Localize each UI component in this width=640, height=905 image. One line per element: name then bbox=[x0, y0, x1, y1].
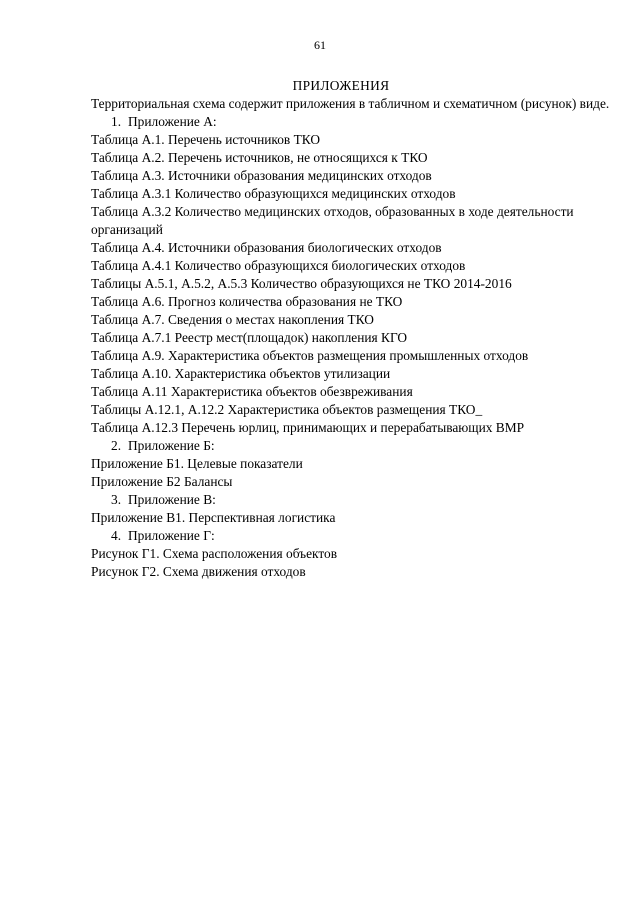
section-heading bbox=[91, 437, 611, 455]
section-number: 2. bbox=[111, 438, 122, 453]
section-number: 1. bbox=[111, 114, 122, 129]
list-item: Таблица А.12.3 Перечень юрлиц, принимающих и перерабатывающих ВМР bbox=[91, 420, 525, 435]
list-item: Таблица А.10. Характеристика объектов утилизации bbox=[91, 366, 391, 381]
section-number: 3. bbox=[111, 492, 122, 507]
intro-paragraph: Территориальная схема содержит приложения в табличном и схематичном (рисунок) виде. bbox=[91, 96, 610, 111]
page-title: ПРИЛОЖЕНИЯ bbox=[292, 78, 390, 93]
section-title: Приложение Г: bbox=[128, 528, 215, 543]
list-item: Рисунок Г2. Схема движения отходов bbox=[91, 564, 306, 579]
section-title: Приложение Б: bbox=[128, 438, 215, 453]
list-item: Таблица А.11 Характеристика объектов обезвреживания bbox=[91, 384, 413, 399]
page-number: 61 bbox=[314, 38, 326, 52]
list-item: Таблица А.3. Источники образования медицинских отходов bbox=[91, 168, 432, 183]
section-heading bbox=[91, 527, 611, 545]
list-item: Приложение Б1. Целевые показатели bbox=[91, 456, 303, 471]
list-item: Таблица А.7.1 Реестр мест(площадок) накопления КГО bbox=[91, 330, 408, 345]
list-item: Таблица А.4. Источники образования биологических отходов bbox=[91, 240, 442, 255]
document-body bbox=[91, 77, 611, 581]
section-number: 4. bbox=[111, 528, 122, 543]
list-item: Таблицы А.5.1, А.5.2, А.5.3 Количество образующихся не ТКО 2014-2016 bbox=[91, 276, 512, 291]
section-title: Приложение В: bbox=[128, 492, 216, 507]
section-heading bbox=[91, 113, 611, 131]
list-item: Таблица А.9. Характеристика объектов размещения промышленных отходов bbox=[91, 348, 529, 363]
list-item: Таблица А.3.2 Количество медицинских отходов, образованных в ходе деятельности организаций bbox=[91, 204, 574, 237]
list-item: Таблицы А.12.1, А.12.2 Характеристика объектов размещения ТКО_ bbox=[91, 402, 483, 417]
list-item: Таблица А.3.1 Количество образующихся медицинских отходов bbox=[91, 186, 456, 201]
list-item: Таблица А.1. Перечень источников ТКО bbox=[91, 132, 321, 147]
list-item: Таблица А.6. Прогноз количества образования не ТКО bbox=[91, 294, 403, 309]
list-item: Таблица А.4.1 Количество образующихся биологических отходов bbox=[91, 258, 466, 273]
list-item: Приложение В1. Перспективная логистика bbox=[91, 510, 336, 525]
list-item: Рисунок Г1. Схема расположения объектов bbox=[91, 546, 338, 561]
section-title: Приложение А: bbox=[128, 114, 217, 129]
section-heading bbox=[91, 491, 611, 509]
list-item: Приложение Б2 Балансы bbox=[91, 474, 233, 489]
list-item: Таблица А.2. Перечень источников, не относящихся к ТКО bbox=[91, 150, 428, 165]
list-item: Таблица А.7. Сведения о местах накопления ТКО bbox=[91, 312, 374, 327]
